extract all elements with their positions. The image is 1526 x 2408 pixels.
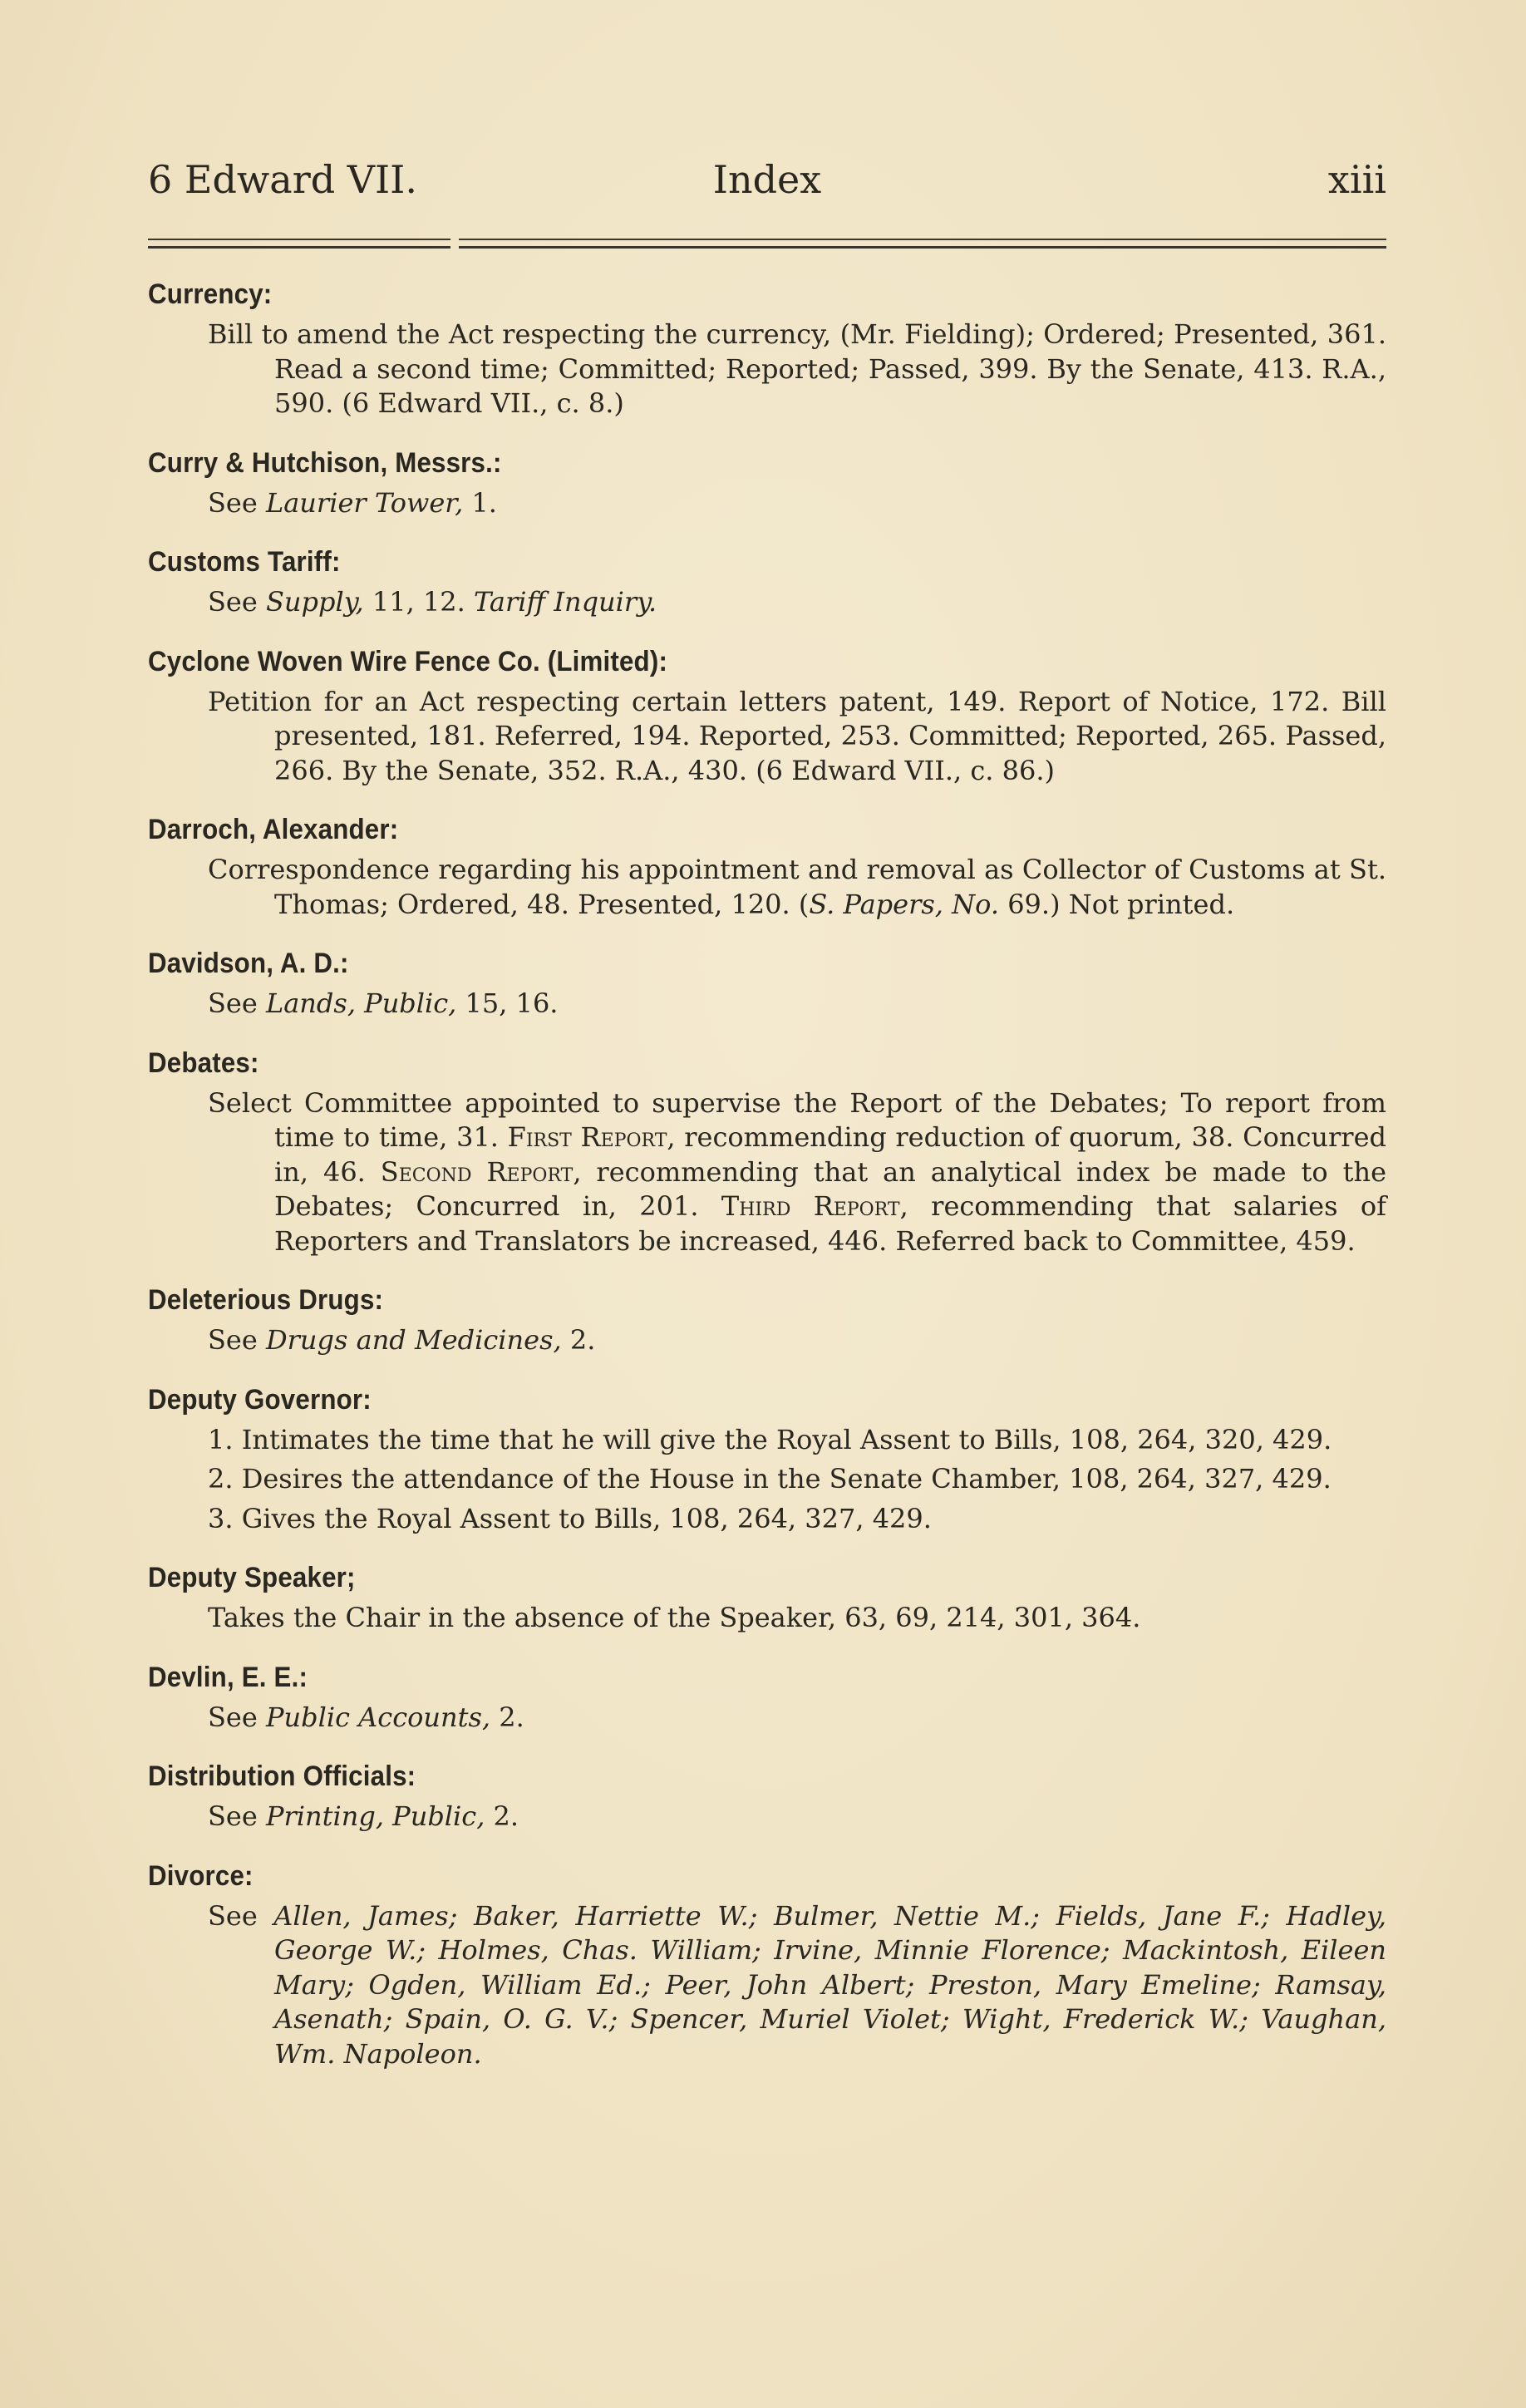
index-entry-deputy-speaker [148,1554,1386,1636]
see-label: See [208,1800,258,1832]
entry-body [148,486,1386,521]
entry-heading: Davidson, A. D.: [148,948,349,979]
see-label: See [208,586,258,618]
list-item: 2. Desires the attendance of the House in the Senate Chamber, 108, 264, 327, 429. [208,1463,1332,1495]
entry-heading: Debates: [148,1046,259,1079]
index-entry-deputy-governor [148,1376,1386,1537]
entry-text: , recommending that an analytical index be made to the Debates; Concurred in, 201. [274,1155,1386,1222]
index-entry-davidson [148,940,1386,1022]
index-entries [148,271,1386,2071]
entry-heading: Deputy Governor: [148,1383,372,1416]
entry-heading: Currency: [148,278,273,310]
entry-body: Takes the Chair in the absence of the Speaker, 63, 69, 214, 301, 364. [208,1602,1141,1633]
index-entry-deleterious-drugs [148,1277,1386,1358]
entry-heading: Cyclone Woven Wire Fence Co. (Limited): [148,645,668,677]
cross-reference: Drugs and Medicines, [265,1324,562,1356]
entry-text: , recommending that salaries of Reporters and Translators be increased, 446. Referred back to Committee, 459. [274,1190,1387,1257]
entry-text: Correspondence regarding his appointment and removal as Collector of Customs at St. Thomas; Ordered, 48. Presented, 120. ( [208,854,1386,920]
entry-text: 69.) Not printed. [999,888,1235,920]
header-regnal-year: 6 Edward VII. [148,157,417,202]
rule-line [148,246,450,249]
entry-heading: Divorce: [148,1859,254,1892]
entry-body [148,1701,1386,1736]
index-entry-distribution-officials [148,1753,1386,1834]
reference-number: 15, 16. [456,987,559,1019]
sessional-papers-ref: S. Papers, No. [809,888,1000,920]
report-label: Third Report [721,1190,900,1222]
index-entry-currency [148,271,1386,421]
index-entry-devlin [148,1654,1386,1736]
header-title: Index [712,157,822,202]
reference-number: 1. [463,486,497,519]
list-item: 1. Intimates the time that he will give the Royal Assent to Bills, 108, 264, 320, 429. [208,1423,1332,1455]
entry-heading: Curry & Hutchison, Messrs.: [148,446,502,479]
see-label: See [208,1899,258,1932]
rule-line [459,246,1386,249]
entry-body [148,1899,1386,2072]
entry-body: Bill to amend the Act respecting the currency, (Mr. Fielding); Ordered; Presented, 361. Read a second time; Committed; Reported; Passed, 399. By the Senate, 413. R.A., 590. (6 Edward VII., c. 8.) [208,318,1386,419]
entry-body: Petition for an Act respecting certain letters patent, 149. Report of Notice, 172. Bill presented, 181. Referred, 194. Reported, 253. Committed; Reported, 265. Passed, 266. By the Senate, 352. R.A., 430. (6 Edward VII., c. 86.) [208,685,1386,786]
entry-body [148,1086,1386,1259]
rule-line [148,239,450,240]
index-entry-customs-tariff [148,539,1386,620]
cross-reference: Laurier Tower, [265,486,464,519]
reference-number: 2. [490,1701,524,1733]
see-label: See [208,987,258,1019]
see-label: See [208,1324,258,1356]
page-header [148,155,1386,204]
entry-heading: Deputy Speaker; [148,1562,356,1593]
rule-line [459,239,1386,240]
header-double-rule [148,237,1386,254]
reference-number: 2. [485,1800,519,1832]
entry-body [148,853,1386,922]
cross-reference: Public Accounts, [265,1701,491,1733]
entry-body [148,1323,1386,1358]
report-label: First Report [507,1121,667,1153]
cross-reference: Supply, [265,586,364,618]
entry-text: , recommending reduction of quorum, 38. Concurred in, 46. [274,1121,1387,1188]
reference-number: 11, 12. [363,586,474,618]
report-label: Second Report [380,1155,573,1188]
entry-heading: Devlin, E. E.: [148,1661,308,1693]
entry-body [148,585,1386,620]
see-label: See [208,486,258,519]
entry-text: Select Committee appointed to supervise the Report of the Debates; To report from time to time, 31. [208,1086,1386,1153]
cross-reference: Allen, James; Baker, Harriette W.; Bulmer, Nettie M.; Fields, Jane F.; Hadley, George W.; Holmes, Chas. William; Irvine, Minnie Florence; Mackintosh, Eileen Mary; Ogden, William Ed.; Peer, John Albert; Preston, Mary Emeline; Ramsay, Asenath; Spain, O. G. V.; Spencer, Muriel Violet; Wight, Frederick W.; Vaughan, Wm. Napoleon. [273,1899,1387,2070]
entry-heading: Distribution Officials: [148,1760,416,1792]
see-label: See [208,1701,258,1733]
entry-heading: Deleterious Drugs: [148,1284,384,1316]
cross-reference: Printing, Public, [265,1800,485,1832]
index-entry-debates [148,1040,1386,1259]
entry-heading: Darroch, Alexander: [148,814,399,845]
entry-body [148,987,1386,1022]
reference-number: 2. [561,1324,596,1356]
index-entry-curry-hutchison [148,440,1386,521]
entry-heading: Customs Tariff: [148,546,341,578]
index-entry-darroch [148,806,1386,922]
header-page-number: xiii [1327,157,1386,202]
cross-reference: Lands, Public, [265,987,457,1019]
index-entry-divorce [148,1853,1386,2072]
cross-reference: Tariff Inquiry. [474,586,657,618]
entry-body [148,1800,1386,1834]
index-entry-cyclone-woven-wire [148,638,1386,789]
list-item: 3. Gives the Royal Assent to Bills, 108, 264, 327, 429. [208,1502,932,1534]
